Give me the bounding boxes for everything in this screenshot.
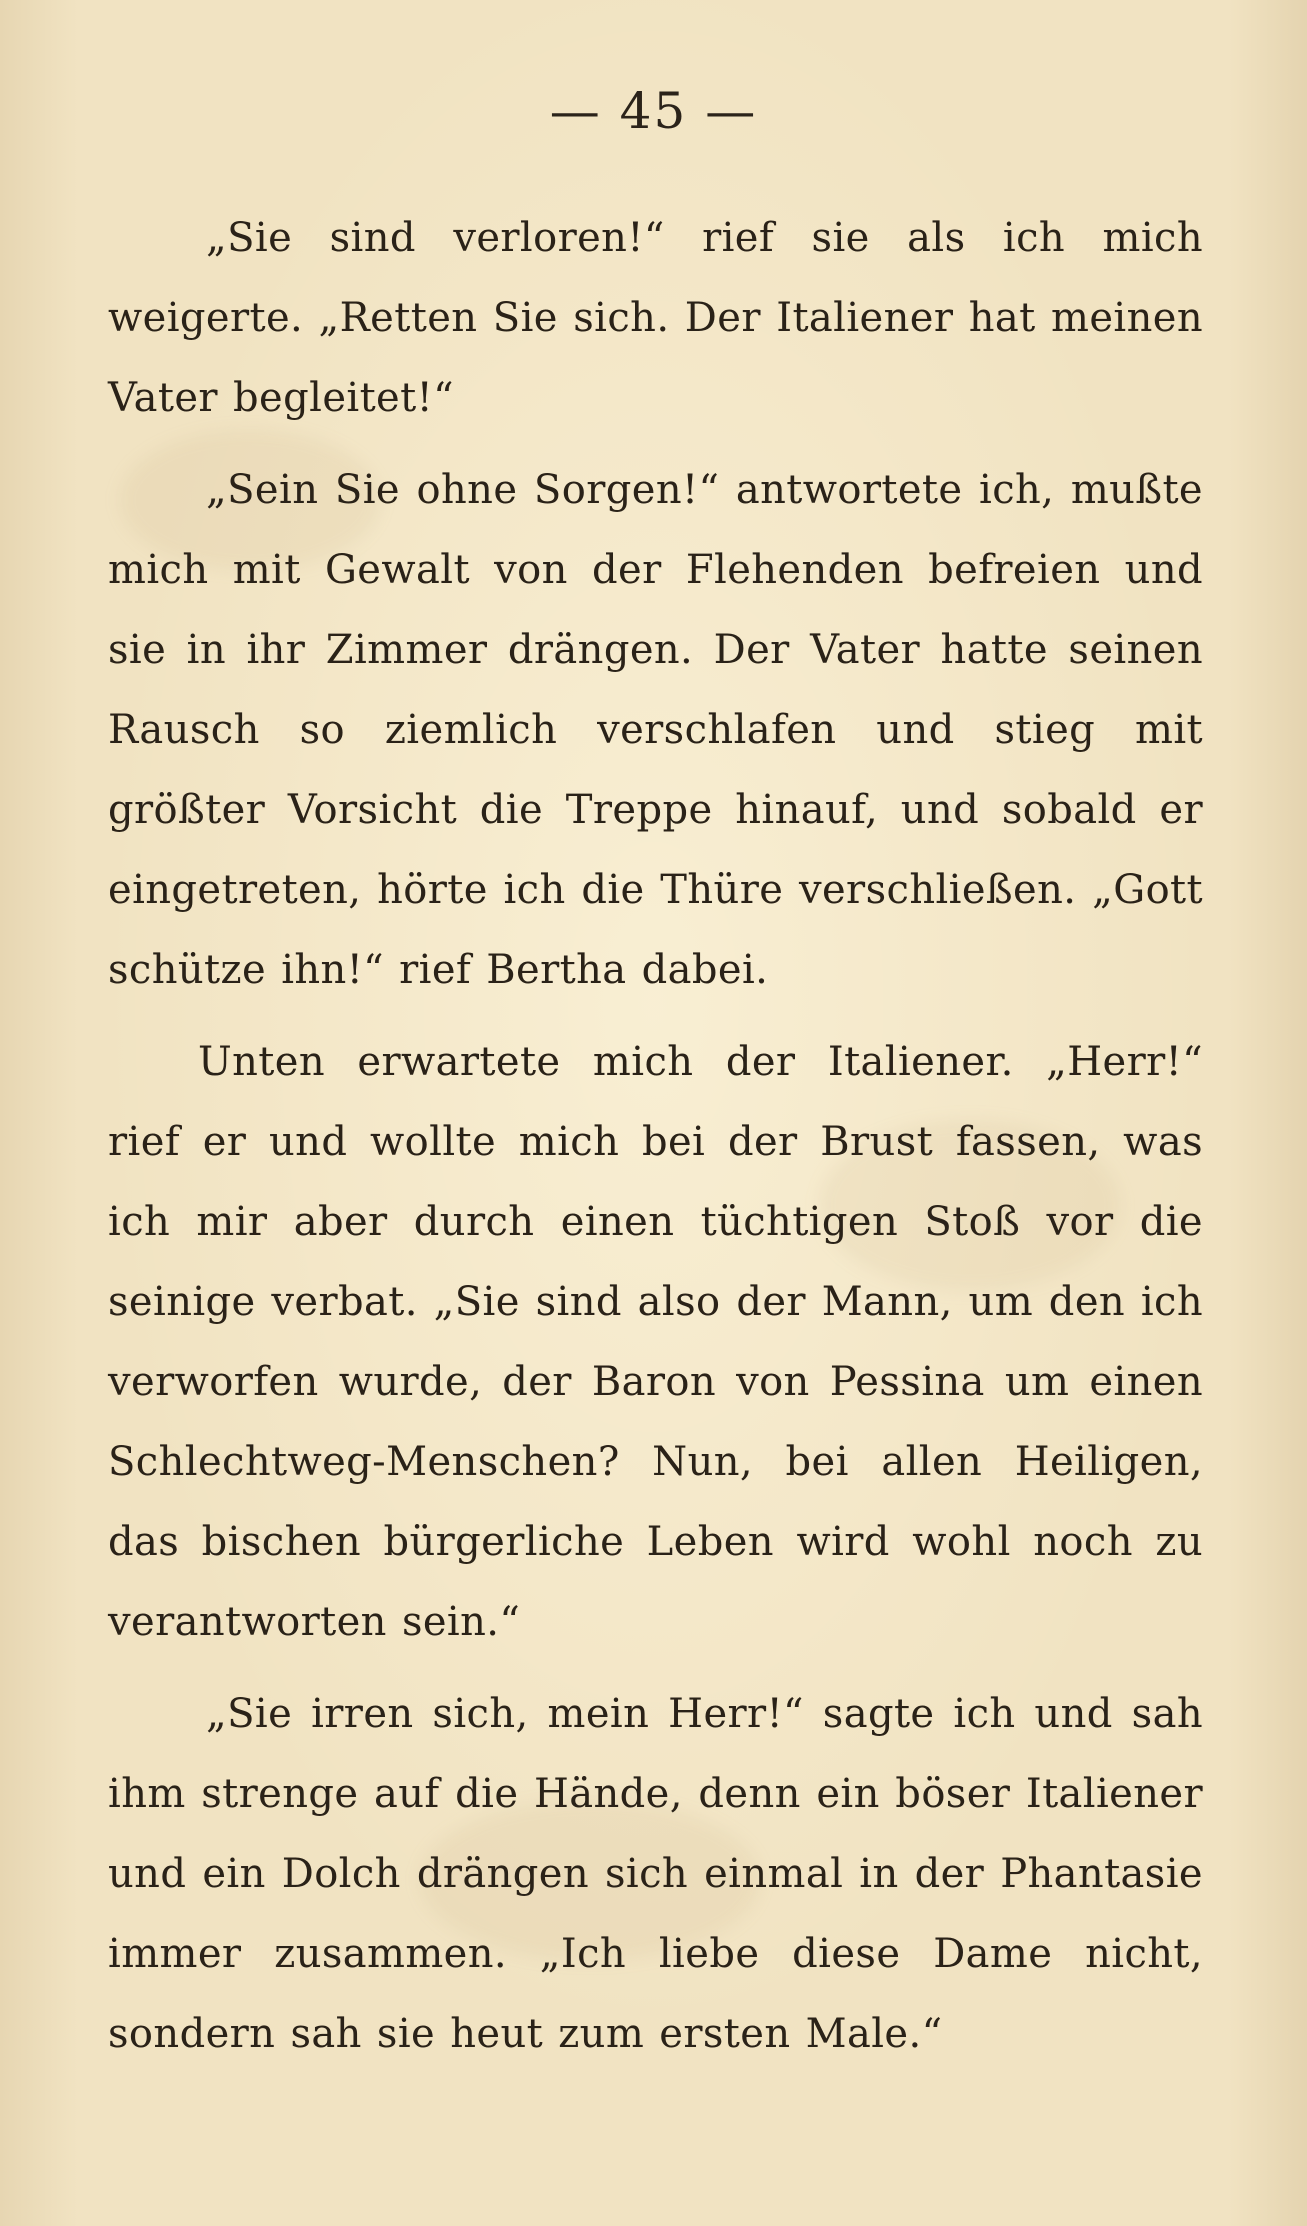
page-number: — 45 — bbox=[549, 82, 758, 140]
paragraph: Unten erwartete mich der Italiener. „Herr!“ rief er und wollte mich bei der Brust fassen, was ich mir aber durch einen tüchtigen Stoß vor die seinige verbat. „Sie sind also der Mann, um den ich verworfen wurde, der Baron von Pessina um einen Schlechtweg-Menschen? Nun, bei allen Heiligen, das bischen bürgerliche Leben wird wohl noch zu verantworten sein.“ bbox=[108, 1039, 1203, 1645]
body-text bbox=[108, 198, 1203, 2074]
paragraph: „Sein Sie ohne Sorgen!“ antwortete ich, mußte mich mit Gewalt von der Flehenden befreien und sie in ihr Zimmer drängen. Der Vater hatte seinen Rausch so ziemlich verschlafen und stieg mit größter Vorsicht die Treppe hinauf, und sobald er eingetreten, hörte ich die Thüre verschließen. „Gott schütze ihn!“ rief Bertha dabei. bbox=[108, 467, 1203, 993]
paragraph: „Sie sind verloren!“ rief sie als ich mich weigerte. „Retten Sie sich. Der Italiener hat meinen Vater begleitet!“ bbox=[108, 215, 1203, 421]
paragraph: „Sie irren sich, mein Herr!“ sagte ich und sah ihm strenge auf die Hände, denn ein böser Italiener und ein Dolch drängen sich einmal in der Phantasie immer zusammen. „Ich liebe diese Dame nicht, sondern sah sie heut zum ersten Male.“ bbox=[108, 1691, 1203, 2057]
